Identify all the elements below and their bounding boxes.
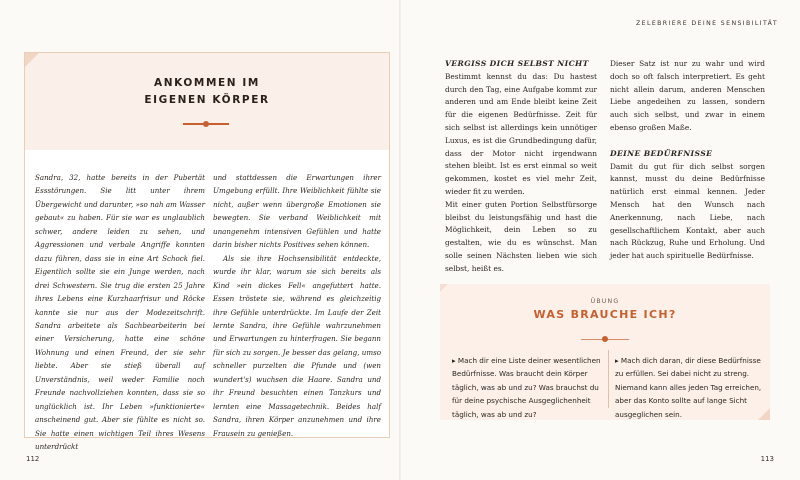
title-dot-icon [203,121,209,127]
body-paragraph: Dieser Satz ist nur zu wahr und wird doch so oft falsch interpretiert. Es geht nicht allein darum, anderen Menschen Liebe angedeihen zu lassen, sondern auch sich selbst, und zwar in einem ebenso großen Maße. [610,59,765,132]
corner-decoration [25,53,39,67]
case-study-box [24,52,390,452]
case-study-title [25,75,389,109]
triangle-bullet-icon: ▸ [615,356,619,365]
corner-decoration [440,284,448,292]
exercise-item-1 [452,354,602,421]
exercise-item-text: Mach dich daran, dir diese Bedürfnisse zu erfüllen. Sei dabei nicht zu streng. Niemand kann alles jeden Tag erreichen, aber das Konto sollte auf lange Sicht ausgeglichen sein. [615,356,762,419]
title-line-1: ANKOMMEN IM [154,77,260,89]
right-column-1 [445,58,597,276]
exercise-title: WAS BRAUCHE ICH? [533,308,677,321]
exercise-item-2 [615,354,765,421]
case-study-header [25,53,389,150]
page-number-left: 112 [26,455,40,463]
page-number-right: 113 [760,455,774,463]
body-paragraph: Mit einer guten Portion Selbstfürsorge bleibst du leistungsfähig und hast die Möglichkeit, dein Leben so zu gestalten, wie du es wünschst. Man solle seinen Nächsten lieben wie sich selbst, heißt es. [445,199,597,273]
exercise-item-text: Mach dir eine Liste deiner wesentlichen Bedürfnisse. Was braucht dein Körper täglich, was ab und zu? Was brauchst du für deine psychische Ausgeglichenheit täglich, was ab und zu? [452,356,601,419]
case-study-paragraph: Als sie ihre Hochsensibilität entdeckte, wurde ihr klar, warum sie sich bereits als Kind »ein dickes Fell« angefuttert hatte. Essen tröstete sie, während es gleichzeitig ihre Gefühle unterdrückte. Im Laufe der Zeit lernte Sandra, ihre Gefühle wahrzunehmen und Erwartungen zu hinterfragen. Sie begann für sich zu sorgen. Je besser das gelang, umso schneller purzelten die Pfunde und (wen wundert's) wuchsen die Haare. Sandra und ihr Freund besuchten einen Tanzkurs und lernten eine Massagetechnik. Beides half Sandra, ihren Körper anzunehmen und ihre Frausein zu genießen. [213,253,381,438]
section-heading: DEINE BEDÜRFNISSE [610,148,713,158]
case-study-column-1 [35,171,205,454]
section-heading: VERGISS DICH SELBST NICHT [445,59,589,68]
body-paragraph: Damit du gut für dich selbst sorgen kannst, musst du deine Bedürfnisse natürlich erst einmal kennen. Jeder Mensch hat den Wunsch nach Anerkennung, nach Liebe, nach gesellschaftlichem Kontakt, aber auch nach Rückzug, Ruhe und Erholung. Und jeder hat auch spirituelle Bedürfnisse. [610,161,765,261]
right-column-2 [610,58,765,263]
exercise-box [440,284,770,420]
body-paragraph: Bestimmt kennst du das: Du hastest durch den Tag, eine Aufgabe kommt zur anderen und am Ende bleibt keine Zeit für die eigenen Bedürfnisse. Zeit für sich selbst ist allerdings kein unnötiger Luxus, es ist die Grundbedingung dafür, dass der Motor nicht irgendwann stehen bleibt. Ist es erst einmal so weit gekommen, kostet es viel mehr Zeit, wieder fit zu werden. [445,71,597,196]
exercise-label: ÜBUNG [590,298,620,305]
exercise-divider [608,350,609,408]
case-study-paragraph: und stattdessen die Erwartungen ihrer Umgebung erfüllt. Ihre Weiblichkeit fühlte sie nicht, außer wenn übergroße Emotionen sie bewegten. Sie verband Weiblichkeit mit unangenehm intensiven Gefühlen und hatte darin bisher nichts Positives sehen können. [213,173,381,250]
triangle-bullet-icon: ▸ [452,356,456,365]
case-study-paragraph: Sandra, 32, hatte bereits in der Pubertät Essstörungen. Sie litt unter ihrem Übergewicht und darunter, »so nah am Wasser gebaut« zu haben. Für sie war es unglaublich schwer, andere leiden zu sehen, und Aggressionen und verbale Angriffe konnten dazu führen, dass sie in eine Art Schock fiel. Eigentlich sollte sie ein Junge werden, nach drei Schwestern. Sie trug die ersten 25 Jahre ihres Lebens eine Kurzhaarfrisur und Röcke kannte sie nur aus der Modezeitschrift. Sandra arbeitete als Sachbearbeiterin bei einer Versicherung, hatte eine schöne Wohnung und einen Freund, der sie sehr liebte. Aber sie stieß überall auf Unverständnis, weil weder Familie noch Freunde nachvollziehen konnten, dass sie so unglücklich ist. Ihr Leben »funktionierte« anscheinend gut. Aber sie fühlte es nicht so. Sie hatte einen wichtigen Teil ihres Wesens unterdrückt [35,173,205,452]
exercise-dot-icon [602,336,608,342]
page-gutter [399,0,401,480]
case-study-column-2 [213,171,381,440]
running-header: ZELEBRIERE DEINE SENSIBILITÄT [636,20,778,27]
title-line-2: EIGENEN KÖRPER [144,94,270,106]
